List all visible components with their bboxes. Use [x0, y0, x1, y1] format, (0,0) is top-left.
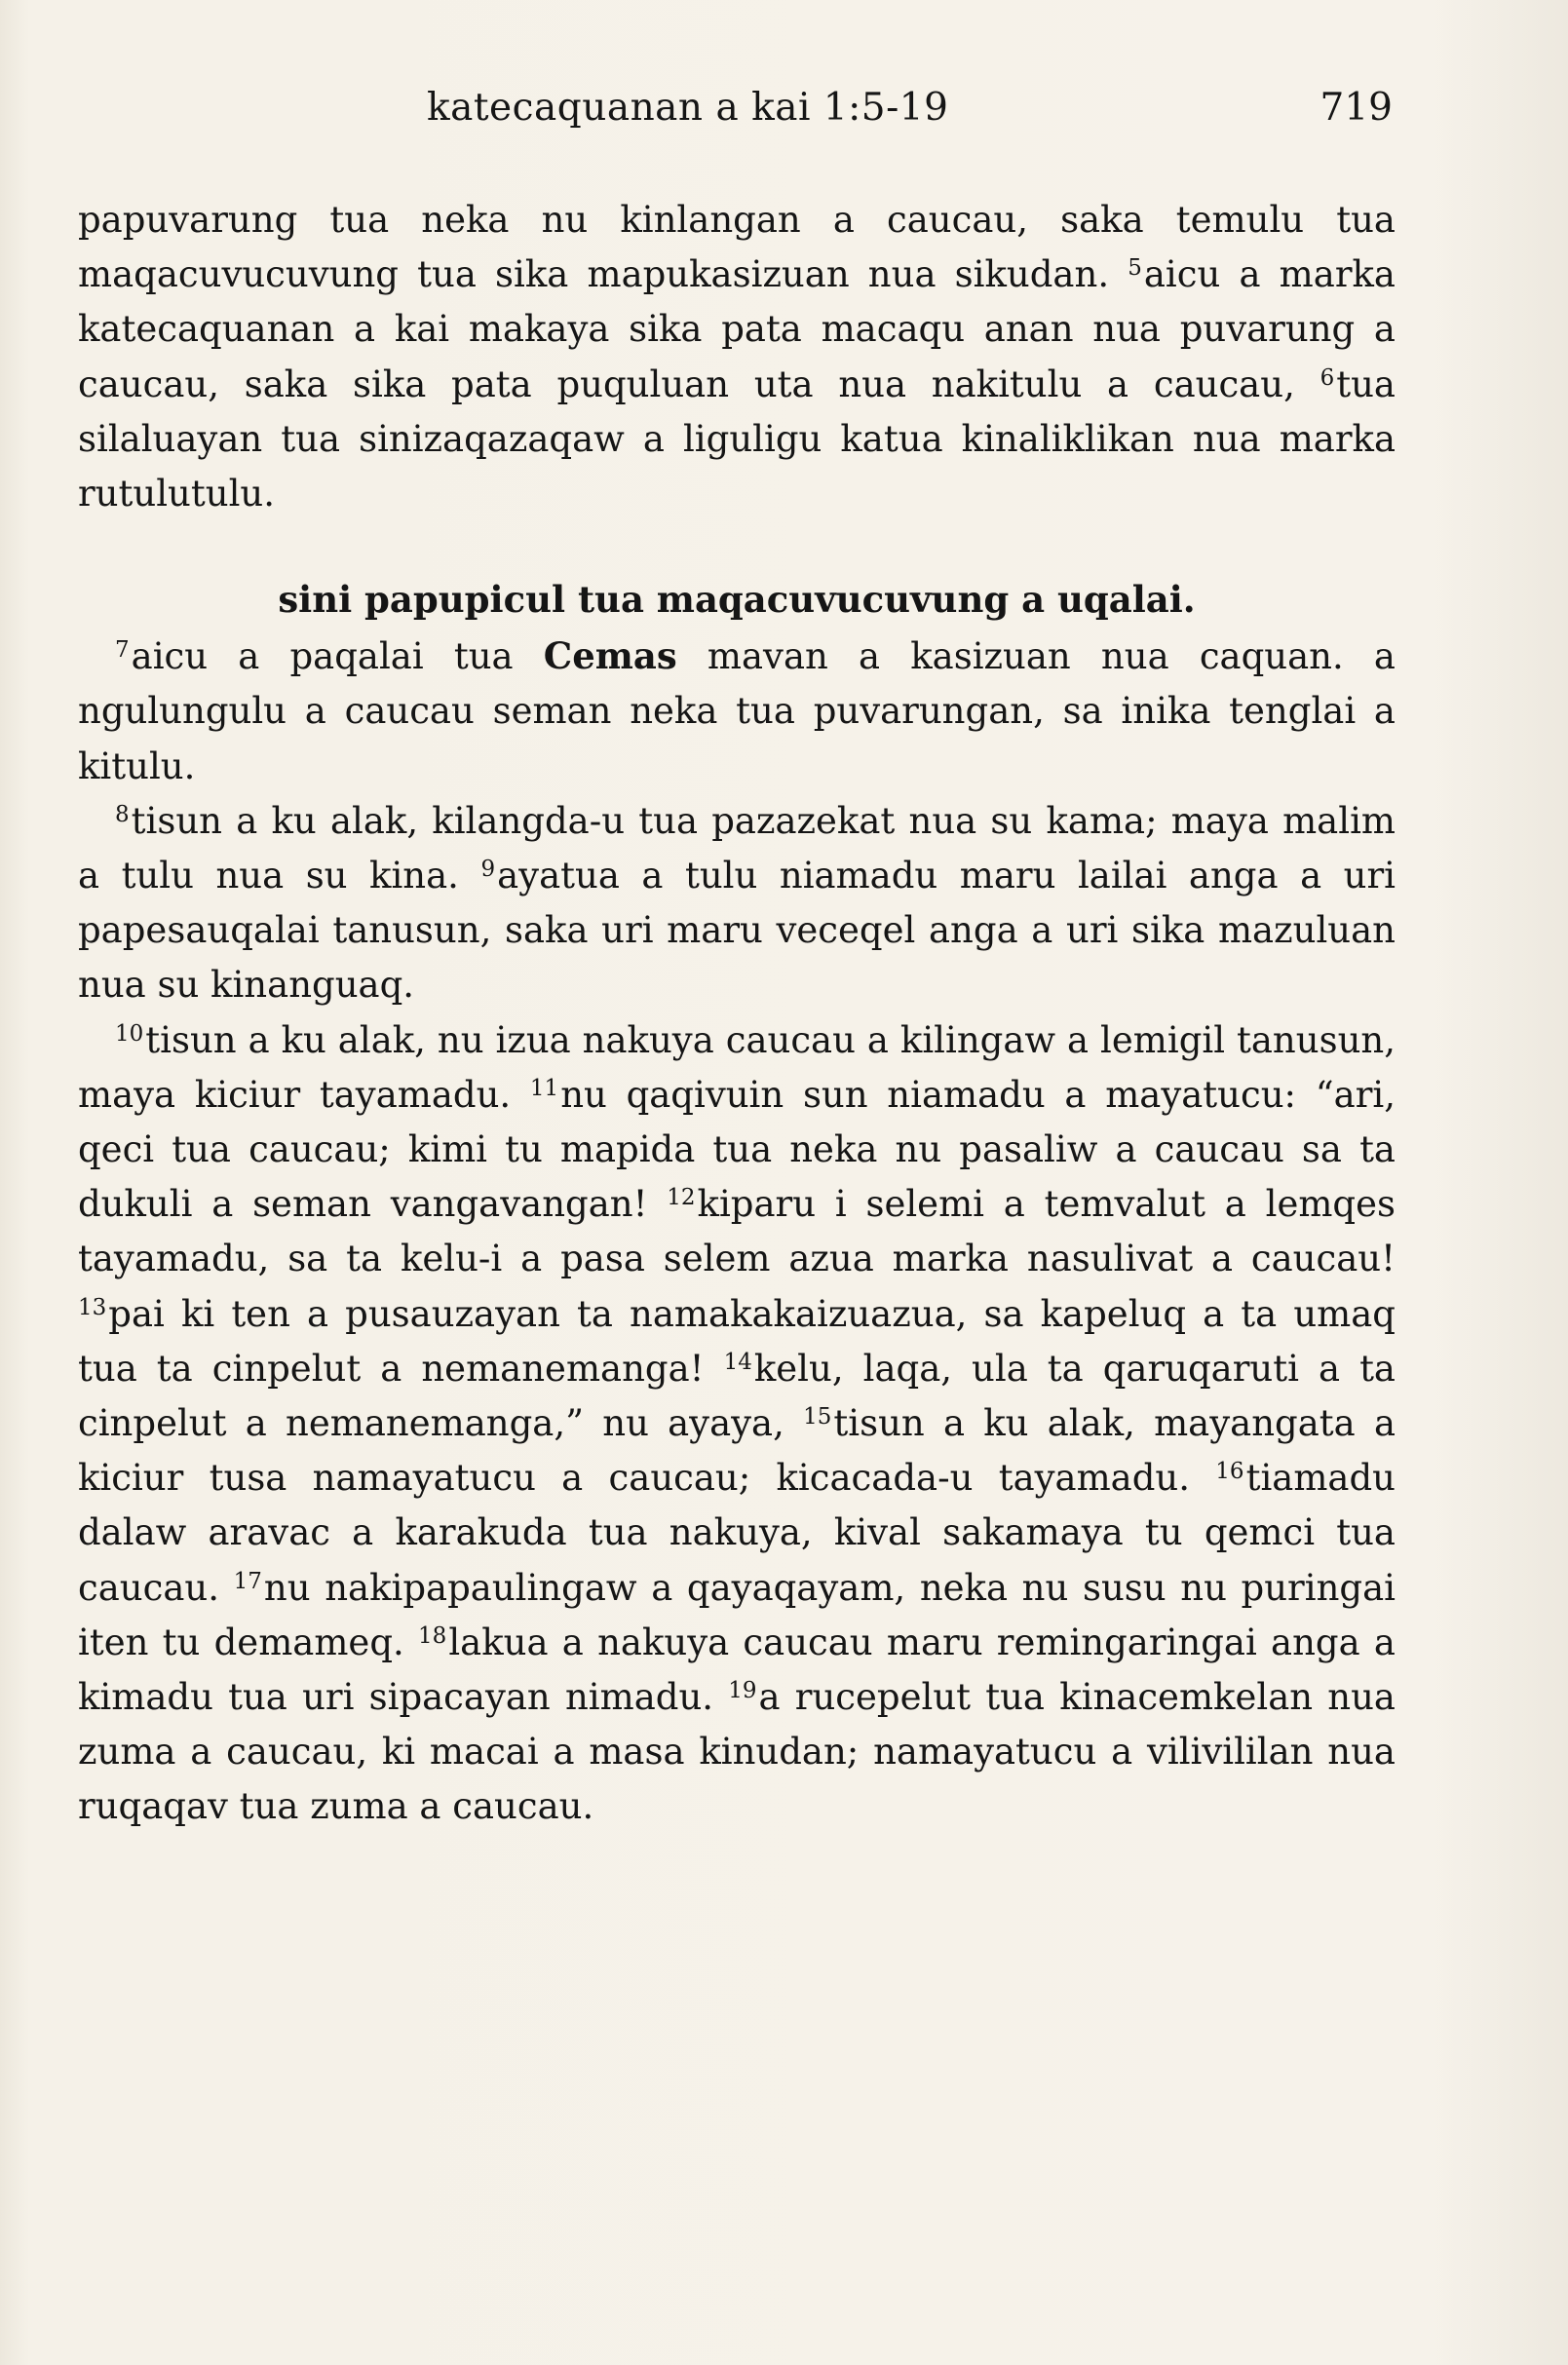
text-run: kelu, laqa, ula ta qaruqaruti a ta cinpelut a nemanemanga,” nu ayaya, — [78, 1347, 1396, 1445]
verse-number-6: 6 — [1319, 364, 1335, 391]
text-run: aicu a paqalai tua — [131, 635, 544, 678]
verse-number-15: 15 — [803, 1404, 832, 1430]
paragraph-2 — [78, 629, 1396, 794]
text-run: tua silaluayan tua sinizaqazaqaw a liguligu katua kinaliklikan nua marka rutulutulu. — [78, 362, 1396, 515]
verse-number-14: 14 — [723, 1349, 752, 1375]
text-run: lakua a nakuya caucau maru remingaringai anga a kimadu tua uri sipacayan nimadu. — [78, 1621, 1396, 1719]
section-heading: sini papupicul tua maqacuvucuvung a uqalai. — [278, 578, 1196, 622]
verse-number-5: 5 — [1128, 255, 1142, 282]
verse-number-7: 7 — [115, 637, 130, 664]
verse-number-18: 18 — [418, 1622, 447, 1649]
verse-number-9: 9 — [480, 857, 496, 883]
text-run: aicu a marka katecaquanan a kai makaya sika pata macaqu anan nua puvarung a caucau, saka sika pata puquluan uta nua nakitulu a caucau, — [78, 253, 1396, 405]
paragraph-3 — [78, 794, 1396, 1013]
text-run: nu nakipapaulingaw a qayaqayam, neka nu susu nu puringai iten tu demameq. — [78, 1566, 1396, 1663]
text-run: mavan a kasizuan nua caquan. a ngulungulu a caucau seman neka tua puvarungan, sa inika tenglai a kitulu. — [78, 635, 1396, 787]
running-head — [0, 86, 1568, 144]
verse-number-12: 12 — [667, 1185, 696, 1211]
text-run: papuvarung tua neka nu kinlangan a caucau, saka temulu tua maqacuvucuvung tua sika mapukasizuan nua sikudan. — [78, 199, 1396, 296]
verse-number-10: 10 — [115, 1020, 144, 1047]
body-text — [78, 193, 1396, 1835]
page-edge-shading — [1433, 0, 1568, 2365]
verse-number-13: 13 — [78, 1294, 107, 1320]
text-run: ayatua a tulu niamadu maru lailai anga a uri papesauqalai tanusun, saka uri maru veceqel anga a uri sika mazuluan nua su kinanguaq. — [78, 855, 1396, 1007]
running-title: katecaquanan a kai 1:5-19 — [427, 86, 949, 130]
text-run: tisun a ku alak, kilangda-u tua pazazekat nua su kama; maya malim a tulu nua su kina. — [78, 799, 1396, 897]
text-run: nu qaqivuin sun niamadu a mayatucu: “ari, qeci tua caucau; kimi tu mapida tua neka nu pasaliw a caucau sa ta dukuli a seman vangavangan! — [78, 1073, 1396, 1226]
verse-number-8: 8 — [115, 801, 130, 827]
page-number: 719 — [1319, 86, 1393, 130]
paragraph-1 — [78, 193, 1396, 521]
text-run: kiparu i selemi a temvalut a lemqes tayamadu, sa ta kelu-i a pasa selem azua marka nasulivat a caucau! — [78, 1183, 1396, 1280]
paragraph-4 — [78, 1013, 1396, 1835]
text-run: tisun a ku alak, nu izua nakuya caucau a kilingaw a lemigil tanusun, maya kiciur tayamadu. — [78, 1018, 1396, 1116]
text-run: a rucepelut tua kinacemkelan nua zuma a caucau, ki macai a masa kinudan; namayatucu a vilivililan nua ruqaqav tua zuma a caucau. — [78, 1676, 1396, 1828]
verse-number-16: 16 — [1215, 1459, 1244, 1485]
verse-number-19: 19 — [728, 1678, 757, 1704]
bold-word: Cemas — [543, 634, 677, 678]
text-run: pai ki ten a pusauzayan ta namakakaizuazua, sa kapeluq a ta umaq tua ta cinpelut a nemanemanga! — [78, 1292, 1396, 1390]
verse-number-17: 17 — [233, 1568, 262, 1594]
text-run: tisun a ku alak, mayangata a kiciur tusa namayatucu a caucau; kicacada-u tayamadu. — [78, 1402, 1396, 1500]
text-run: tiamadu dalaw aravac a karakuda tua nakuya, kival sakamaya tu qemci tua caucau. — [78, 1457, 1396, 1609]
verse-number-11: 11 — [529, 1075, 559, 1101]
